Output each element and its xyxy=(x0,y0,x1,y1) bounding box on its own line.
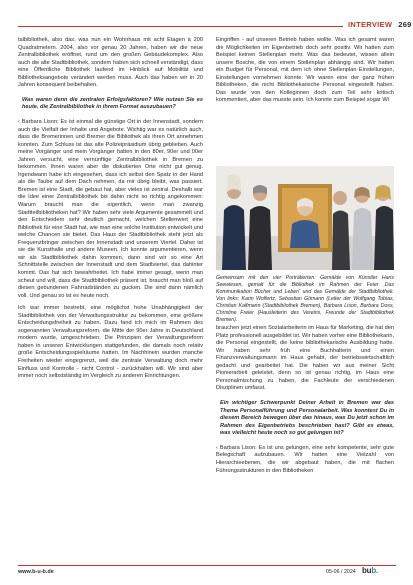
group-photo-illustration xyxy=(216,166,394,270)
page-header xyxy=(348,20,412,29)
question-text: Was waren denn die zentralen Erfolgsfaktoren? Wie nutzen Sie es heute, die Zentralbibliothek in ihrem Format auszubauen? xyxy=(22,96,203,111)
speaker-name: Barbara Lison xyxy=(219,444,256,451)
publication-logo xyxy=(362,566,378,575)
paragraph: Ich war immer bestrebt, eine möglichst hohe Unabhängigkeit der Stadtbibliothek von der Verwaltungsstruktur zu bekommen, eine größere Entscheidungsfreiheit zu haben. Dazu fand ich mich im Rahmen des sogenannten Verwaltungsreform, die Mitte der 90er Jahre in Deutschland modern wurde, umgeschrieben. Die Prinzipien der Verwaltungsreform haben in unseren Entwicklungen stattgefunden, die damals noch relativ große Entscheidungsspielräume hatten. Im Nachhinein wurden manche Freiheiten wieder eingegrenzt, weil die zentrale Verwaltung doch mehr Einfluss und Kontrolle - nicht Control - zurückhalten will. Wir sind aber immer noch selbstständig im Vergleich zu anderen Einrichtungen. xyxy=(18,305,203,380)
footer-url: www.b-u-b.de xyxy=(18,569,54,575)
answer-marker-icon: ‹ xyxy=(216,444,218,451)
left-column xyxy=(18,37,203,381)
footer-issue: 05-06 / 2024 xyxy=(326,569,356,575)
logo-text: bu xyxy=(362,566,372,575)
group-photo xyxy=(216,166,394,270)
question-text: Ein wichtiger Schwerpunkt Deiner Arbeit in Bremen war das Thema Personalführung und Personalarbeit. Was konntest Du in diesem Bereich bewegen über das hinaus, was Du jetzt schon im Rahmen des Eigenbetriebs beschrieben hast? Gibt es etwas, was vielleicht heute noch so gut gelungen ist? xyxy=(220,399,394,437)
answer-paragraph: ‹ Barbara Lison: Es ist einmal die günstige Ort in der Innenstadt, sondern auch die Vielfalt der Inhalte und Angebote. Wichtig war es natürlich auch, dass die Bremerinnen und Bremer die Bibliothek als ihren Ort annehmen konnten. Zum Schluss ist das alte Polizeipräsidium übrig geblieben. Auch meine Vorgänger und mein Vorgänger hatten in den 80er, 90er und 00er Jahren versucht, eine vernünftige Zentralbibliothek in Bremen zu bekommen. Ihnen waren aber die diskutierten Orte nicht gut genug. Irgendwann habe ich eingesehen, dass ich selbst den Spatz in der Hand als die Taube auf dem Dach nehmen, da mir übrig bleibt, was passiert. Bremen ist eine Stadt, die gebaut hat, aber vieles ist zentral. Deshalb war die Idee einer Zentralbibliothek bis dahin nicht so richtig angekommen: Warum braucht man die eigentlich, wenn man zwanzig Stadtteilbibliotheken hat? Wir haben sehr viele Argumente gesammelt und den Entscheidern sehr deutlich gemacht, welchen Stellenwert eine Bibliothek für eine Stadt hat, wie man eine solche Institution entwickelt und welche Chancen sie bietet. Das Haus der Stadtbibliothek steht jetzt als Frequenzbringer zwischen der Innenstadt und unserem Viertel. Daher ist sie die Kunsthalle und andere Museen. Ich konnte argumentieren, wenn wir als Stadtbibliothek dahin kommen, dann sind wir so eine Art Schnittstelle zwischen der Innenstadt und dem Stadtviertel, das dahinter kommt. Das hat sich bewahrheitet. Ich habe immer gesagt, wenn man scheut und will, dass die Stadtbibliothek präsent ist, braucht man bloß auf diesen gebundenen Fahrradständen zu gucken. Die sind dann nämlich voll. Und genau so ist es heute noch. xyxy=(18,119,203,299)
photo-caption: Gemeinsam mit den vier Porträtierten: Gemälde von Künstler Hans Seewiesen, gemalt für die Bibliothek im Rahmen der Feier ‚Das Kommunikation Bücher und Leben' und das Gemälde der Stadtbibliothek. Von links: Karin Wolfertz, Sebastian Gömann (Leiter der Wolfgang Tobias, Christian Kalfmann (Stadtbibliothek Bremen), Barbara Lison, Barbara Doss, Christine Freier (Hausleiterin des Vereins, Freunde der Stadtbibliothek Bremen). xyxy=(216,275,394,323)
paragraph: talbibliothek, also das, was nun ein Wohnhaus mit acht Etagen à 200 Quadratmetern. 2004, also vor genau 20 Jahren, haben wir die neue Zentralbibliothek eröffnet, rund um den großen Gebäudekomplex. Also auch die alte Stadtbibliothek, sondern haben sich schnell verständigt, dass eine Öffentliche Bibliothek laufend im Hinblick auf Mobilität und Bibliotheksangebote verändert werden muss. Auch das haben wir in 20 Jahren konsequent beibehalten. xyxy=(18,37,203,89)
footer-rule xyxy=(18,565,396,566)
answer-marker-icon: ‹ xyxy=(18,119,20,126)
speaker-name: Barbara Lison xyxy=(21,119,57,126)
answer-text: Es ist uns gelungen, eine sehr kompetente, sehr gute Belegschaft aufzubauen. Wir hatten eine Vielzahl von Hierarchieebenen, die wir abgebaut haben, die mit flachen Führungsstrukturen in den Bibliotheken xyxy=(216,444,394,474)
page-number: 269 xyxy=(398,20,412,29)
interview-question xyxy=(18,97,203,112)
right-column-bottom xyxy=(216,325,394,475)
paragraph: brauchen jetzt einen Sozialarbeiterin im Haus für Marketing, die hat den Platz professionell ausgebildet ist. Wir haben vorher eine Bibliothekarin, die Personal eingestellt, die keine bibliothekarische Ausbildung hatte. Wir haben sehr früh eine Buchhalterin und einen Finanzverwaltungsmann im Haus gehabt, der betriebswirtschaftlich gedacht und gearbeitet hat. Die haben wir aus meiner Sicht Pionierarbeit geleistet, denn so ist genau richtig, im Haus eine Personalmischung zu haben, die Fachleute der verschiedenen Disziplinen umfasst. xyxy=(216,325,394,392)
right-column-top xyxy=(216,37,394,105)
answer-paragraph: ‹ Barbara Lison: Es ist uns gelungen, eine sehr kompetente, sehr gute Belegschaft aufzubauen. Wir hatten eine Vielzahl von Hierarchieebenen, die wir abgebaut haben, die mit flachen Führungsstrukturen in den Bibliotheken xyxy=(216,444,394,474)
logo-accent: b. xyxy=(371,566,379,575)
interview-question xyxy=(216,400,394,438)
paragraph: Eingriffen - auf unseren Betrieb haben wollte. Was ich gesamt waren die Möglichkeiten im Eigenbetrieb doch sehr positiv. Wir hatten zum Beispiel keinen Stellenplan mehr. Was das bedeutet, wissen allein unsere Bosche, die von einem Stellenplan abhängig sind. Wir hatten ein Budget für Personal, mit dem ich ohne Stellenplan Einstellungen, Einstellungen vornehmen konnte. Wir waren eine der ganz frühen Bibliotheken, die nicht Bibliothekarische Personal eingestellt haben. Das wurde von den Kolleginnen doch zum Teil sehr kritisch kommentiert, aber das musste sein. Ich konnte zum Beispiel sogar Wi xyxy=(216,37,394,104)
section-title: INTERVIEW xyxy=(348,20,393,29)
answer-text: Es ist einmal die günstige Ort in der Innenstadt, sondern auch die Vielfalt der Inhalte und Angebote. Wichtig war es natürlich auch, dass die Bremerinnen und Bremer die Bibliothek als ihren Ort annehmen konnten. Zum Schluss ist das alte Polizeipräsidium übrig geblieben. Auch meine Vorgänger und mein Vorgänger hatten in den 80er, 90er und 00er Jahren versucht, eine vernünftige Zentralbibliothek in Bremen zu bekommen. Ihnen waren aber die diskutierten Orte nicht gut genug. Irgendwann habe ich eingesehen, dass ich selbst den Spatz in der Hand als die Taube auf dem Dach nehmen, da mir übrig bleibt, was passiert. Bremen ist eine Stadt, die gebaut hat, aber vieles ist zentral. Deshalb war die Idee einer Zentralbibliothek bis dahin nicht so richtig angekommen: Warum braucht man die eigentlich, wenn man zwanzig Stadtteilbibliotheken hat? Wir haben sehr viele Argumente gesammelt und den Entscheidern sehr deutlich gemacht, welchen Stellenwert eine Bibliothek für eine Stadt hat, wie man eine solche Institution entwickelt und welche Chancen sie bietet. Das Haus der Stadtbibliothek steht jetzt als Frequenzbringer zwischen der Innenstadt und unserem Viertel. Daher ist sie die Kunsthalle und andere Museen. Ich konnte argumentieren, wenn wir als Stadtbibliothek dahin kommen, dann sind wir so eine Art Schnittstelle zwischen der Innenstadt und dem Stadtviertel, das dahinter kommt. Das hat sich bewahrheitet. Ich habe immer gesagt, wenn man scheut und will, dass die Stadtbibliothek präsent ist, braucht man bloß auf diesen gebundenen Fahrradständen zu gucken. Die sind dann nämlich voll. Und genau so ist es heute noch. xyxy=(18,119,203,299)
header-rule xyxy=(18,26,343,27)
